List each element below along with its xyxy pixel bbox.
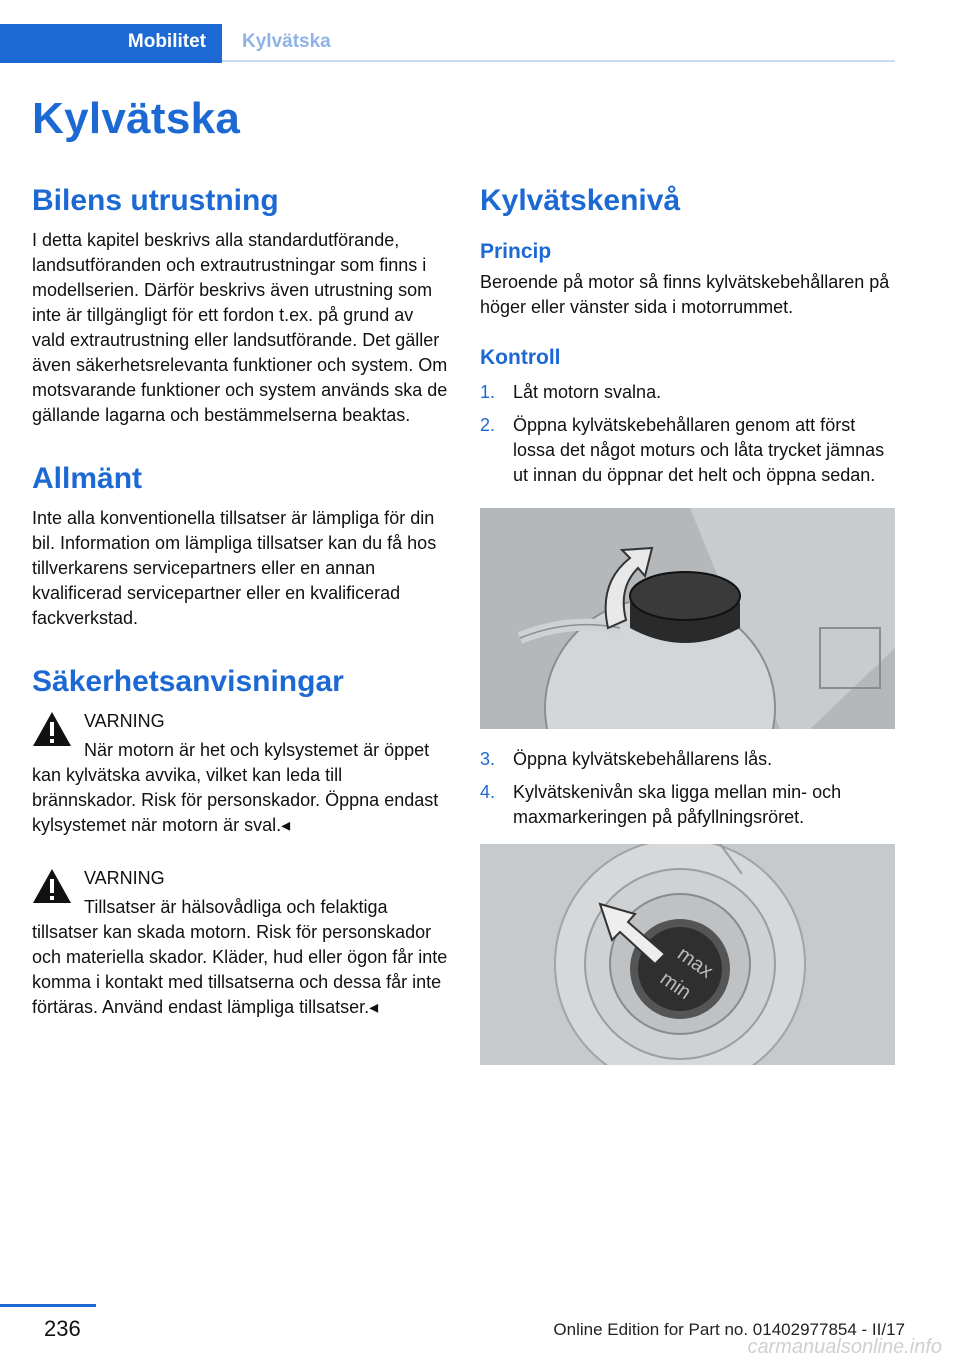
filler-neck-illustration — [480, 844, 895, 1065]
section-title-general: Allmänt — [32, 462, 143, 495]
warning-block-1 — [32, 709, 448, 838]
watermark: carmanualsonline.info — [747, 1336, 942, 1358]
warning-body: När motorn är het och kylsystemet är öppet kan kylvätska avvika, vilket kan leda till brännskador. Risk för personskador. Öppna endast kylsystemet när motorn är sval.◂ — [32, 740, 439, 835]
section-title-safety: Säkerhetsanvisningar — [32, 665, 344, 698]
section-title-equipment: Bilens utrustning — [32, 184, 279, 217]
warning-body: Tillsatser är hälsovådliga och felaktiga tillsatser kan skada motorn. Risk för personskador och materiella skador. Kläder, hud eller ögon får inte komma i kontakt med tillsatserna och dessa får inte förtäras. Använd endast lämpliga tillsatser.◂ — [32, 897, 448, 1017]
section-body-equipment: I detta kapitel beskrivs alla standardutförande, landsutföranden och extrautrustningar som finns i modellserien. Därför beskrivs även utrustning som inte är tillgängligt för ett fordon t.ex. på grund av vald extrautrustning eller landsutförande. Det gäller även säkerhetsrelevanta funktioner och system. Om motsvarande funktioner och system används ska de gällande lagarna och bestämmelserna beaktas. — [32, 230, 448, 425]
list-item: 2. Öppna kylvätskebehållaren genom att först lossa det något moturs och låta trycket jämnas ut innan du öppnar det helt och öppna sedan. — [480, 415, 885, 485]
subsection-title-check: Kontroll — [480, 346, 561, 369]
tab-kylvatska[interactable]: Kylvätska — [242, 31, 331, 52]
edition-text: Online Edition for Part no. 01402977854 - II/17 — [553, 1320, 905, 1339]
section-title-coolant-level: Kylvätskenivå — [480, 184, 681, 217]
list-item: 4. Kylvätskenivån ska ligga mellan min- och maxmarkeringen på påfyllningsröret. — [480, 782, 842, 827]
page-title: Kylvätska — [32, 94, 241, 143]
tab-mobilitet[interactable]: Mobilitet — [0, 24, 222, 60]
subsection-title-principle: Princip — [480, 240, 552, 263]
coolant-cap-illustration — [480, 508, 895, 729]
left-column — [32, 182, 448, 1020]
steps-list-a — [480, 380, 896, 488]
header-tabbar — [0, 24, 895, 64]
filler-neck-figure — [480, 844, 895, 1065]
warning-title: VARNING — [84, 711, 165, 731]
warning-triangle-icon — [32, 868, 72, 904]
warning-triangle-icon — [32, 711, 72, 747]
warning-title: VARNING — [84, 868, 165, 888]
steps-list-b — [480, 747, 896, 830]
tab-divider — [0, 60, 222, 63]
warning-block-2 — [32, 866, 448, 1020]
list-item: 1. Låt motorn svalna. — [480, 382, 662, 402]
label-min: min — [655, 967, 696, 1005]
right-column — [480, 182, 896, 1083]
section-body-general: Inte alla konventionella tillsatser är lämpliga för din bil. Information om lämpliga tillsatser kan du få hos tillverkarens servicepartners eller en annan kvalificerad servicepartner eller en kvalificerad fackverkstad. — [32, 508, 437, 628]
label-max: max — [673, 942, 717, 983]
list-item: 3. Öppna kylvätskebehållarens lås. — [480, 749, 773, 769]
coolant-cap-figure — [480, 508, 895, 729]
tab-divider-light — [222, 60, 895, 62]
footer-rule — [0, 1304, 96, 1307]
page-number: 236 — [44, 1316, 81, 1341]
subsection-body-principle: Beroende på motor så finns kylvätskebehållaren på höger eller vänster sida i motorrummet. — [480, 272, 890, 317]
